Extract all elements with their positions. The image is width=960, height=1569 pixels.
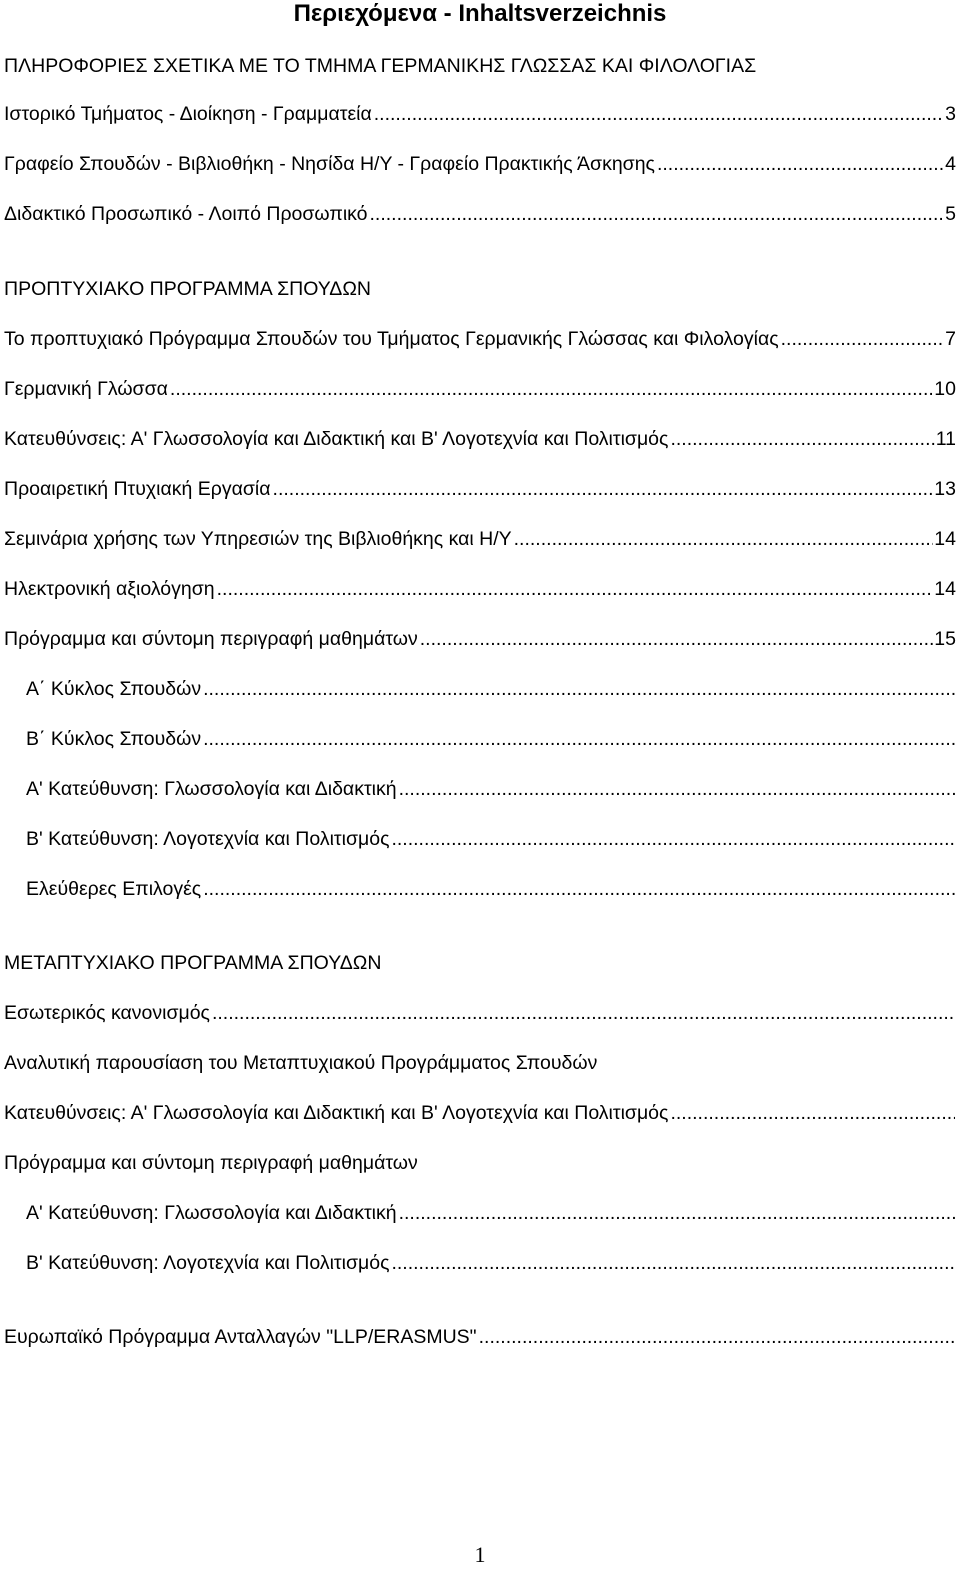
toc-entry[interactable] bbox=[4, 527, 956, 551]
toc-entry-title: Διδακτικό Προσωπικό - Λοιπό Προσωπικό bbox=[4, 203, 368, 225]
toc-entry-title: Α΄ Κύκλος Σπουδών bbox=[26, 678, 202, 700]
toc-entry-title: Κατευθύνσεις: Α' Γλωσσολογία και Διδακτική και Β' Λογοτεχνία και Πολιτισμός bbox=[4, 1102, 669, 1124]
leader-dots bbox=[399, 1201, 955, 1225]
toc-entry[interactable] bbox=[4, 377, 956, 401]
leader-dots bbox=[670, 427, 934, 451]
leader-dots bbox=[391, 827, 955, 851]
leader-dots bbox=[781, 327, 945, 351]
toc-entry-title: Ηλεκτρονική αξιολόγηση bbox=[4, 578, 215, 600]
leader-dots bbox=[670, 1101, 955, 1125]
toc-entry[interactable] bbox=[4, 1051, 956, 1075]
toc-entry-page: 15 bbox=[934, 628, 956, 650]
toc-entry-title: Β΄ Κύκλος Σπουδών bbox=[26, 728, 202, 750]
toc-entry[interactable] bbox=[4, 477, 956, 501]
toc-subentry[interactable] bbox=[26, 1251, 956, 1275]
toc-entry-title: Πρόγραμμα και σύντομη περιγραφή μαθημάτων bbox=[4, 1152, 418, 1174]
toc-entry-title: Κατευθύνσεις: Α' Γλωσσολογία και Διδακτική και Β' Λογοτεχνία και Πολιτισμός bbox=[4, 428, 669, 450]
toc-entry-title: Προαιρετική Πτυχιακή Εργασία bbox=[4, 478, 271, 500]
toc-entry-title: Γραφείο Σπουδών - Βιβλιοθήκη - Νησίδα Η/Υ - Γραφείο Πρακτικής Άσκησης bbox=[4, 153, 655, 175]
toc-subentry[interactable] bbox=[26, 877, 956, 901]
toc-entry-title: Αναλυτική παρουσίαση του Μεταπτυχιακού Προγράμματος Σπουδών bbox=[4, 1052, 598, 1074]
toc-subentry[interactable] bbox=[26, 1201, 956, 1225]
toc-entry-page: 14 bbox=[934, 578, 956, 600]
toc-entry-page: 13 bbox=[934, 478, 956, 500]
toc-entry[interactable] bbox=[4, 1001, 956, 1025]
toc-entry-title: Ιστορικό Τμήματος - Διοίκηση - Γραμματεία bbox=[4, 103, 372, 125]
toc-entry-title: Εσωτερικός κανονισμός bbox=[4, 1002, 210, 1024]
leader-dots bbox=[399, 777, 955, 801]
heading-postgraduate-program bbox=[4, 951, 956, 975]
toc-entry[interactable] bbox=[4, 577, 956, 601]
toc-entry-title: Α' Κατεύθυνση: Γλωσσολογία και Διδακτική bbox=[26, 1202, 397, 1224]
toc-entry[interactable] bbox=[4, 627, 956, 651]
toc-entry-page: 4 bbox=[945, 153, 956, 175]
toc-subentry[interactable] bbox=[26, 677, 956, 701]
leader-dots bbox=[370, 202, 945, 226]
toc-subentry[interactable] bbox=[26, 727, 956, 751]
toc-entry[interactable] bbox=[4, 1101, 956, 1125]
toc-entry-page: 14 bbox=[934, 528, 956, 550]
toc-entry-title: Ελεύθερες Επιλογές bbox=[26, 878, 202, 900]
toc-entry[interactable] bbox=[4, 202, 956, 226]
leader-dots bbox=[657, 152, 944, 176]
toc-entry-page: 5 bbox=[945, 203, 956, 225]
leader-dots bbox=[203, 727, 955, 751]
toc-entry[interactable] bbox=[4, 152, 956, 176]
toc-entry-title: Α' Κατεύθυνση: Γλωσσολογία και Διδακτική bbox=[26, 778, 397, 800]
leader-dots bbox=[273, 477, 934, 501]
toc-entry-page: 10 bbox=[934, 378, 956, 400]
leader-dots bbox=[170, 377, 933, 401]
toc-entry-title: Σεμινάρια χρήσης των Υπηρεσιών της Βιβλιοθήκης και Η/Υ bbox=[4, 528, 512, 550]
page-number: 1 bbox=[474, 1542, 486, 1567]
toc-entry-title: Πρόγραμμα και σύντομη περιγραφή μαθημάτων bbox=[4, 628, 418, 650]
toc-entry[interactable] bbox=[4, 102, 956, 126]
toc-title: Περιεχόμενα - Inhaltsverzeichnis bbox=[293, 0, 667, 27]
leader-dots bbox=[203, 677, 955, 701]
leader-dots bbox=[203, 877, 955, 901]
heading-text: ΠΛΗΡΟΦΟΡΙΕΣ ΣΧΕΤΙΚΑ ΜΕ ΤΟ ΤΜΗΜΑ ΓΕΡΜΑΝΙΚΗΣ ΓΛΩΣΣΑΣ ΚΑΙ ΦΙΛΟΛΟΓΙΑΣ bbox=[4, 55, 757, 77]
toc-entry-title: Γερμανική Γλώσσα bbox=[4, 378, 168, 400]
leader-dots bbox=[479, 1325, 955, 1349]
toc-entry[interactable] bbox=[4, 327, 956, 351]
leader-dots bbox=[420, 627, 934, 651]
toc-entry-page: 3 bbox=[945, 103, 956, 125]
toc-entry[interactable] bbox=[4, 1325, 956, 1349]
toc-entry-title: Το προπτυχιακό Πρόγραμμα Σπουδών του Τμήματος Γερμανικής Γλώσσας και Φιλολογίας bbox=[4, 328, 779, 350]
leader-dots bbox=[514, 527, 934, 551]
toc-entry-page: 11 bbox=[935, 428, 956, 450]
leader-dots bbox=[217, 577, 934, 601]
heading-undergraduate-program bbox=[4, 277, 956, 301]
heading-text: ΜΕΤΑΠΤΥΧΙΑΚΟ ΠΡΟΓΡΑΜΜΑ ΣΠΟΥΔΩΝ bbox=[4, 952, 382, 974]
toc-entry[interactable] bbox=[4, 427, 956, 451]
toc-entry[interactable] bbox=[4, 1151, 956, 1175]
toc-entry-title: Ευρωπαϊκό Πρόγραμμα Ανταλλαγών "LLP/ERASMUS" bbox=[4, 1326, 477, 1348]
toc-entry-page: 7 bbox=[945, 328, 956, 350]
toc-subentry[interactable] bbox=[26, 777, 956, 801]
toc-entry-title: Β' Κατεύθυνση: Λογοτεχνία και Πολιτισμός bbox=[26, 828, 390, 850]
leader-dots bbox=[212, 1001, 955, 1025]
toc-entry-title: Β' Κατεύθυνση: Λογοτεχνία και Πολιτισμός bbox=[26, 1252, 390, 1274]
leader-dots bbox=[374, 102, 944, 126]
heading-department-info bbox=[4, 54, 956, 78]
leader-dots bbox=[391, 1251, 955, 1275]
heading-text: ΠΡΟΠΤΥΧΙΑΚΟ ΠΡΟΓΡΑΜΜΑ ΣΠΟΥΔΩΝ bbox=[4, 278, 371, 300]
toc-subentry[interactable] bbox=[26, 827, 956, 851]
